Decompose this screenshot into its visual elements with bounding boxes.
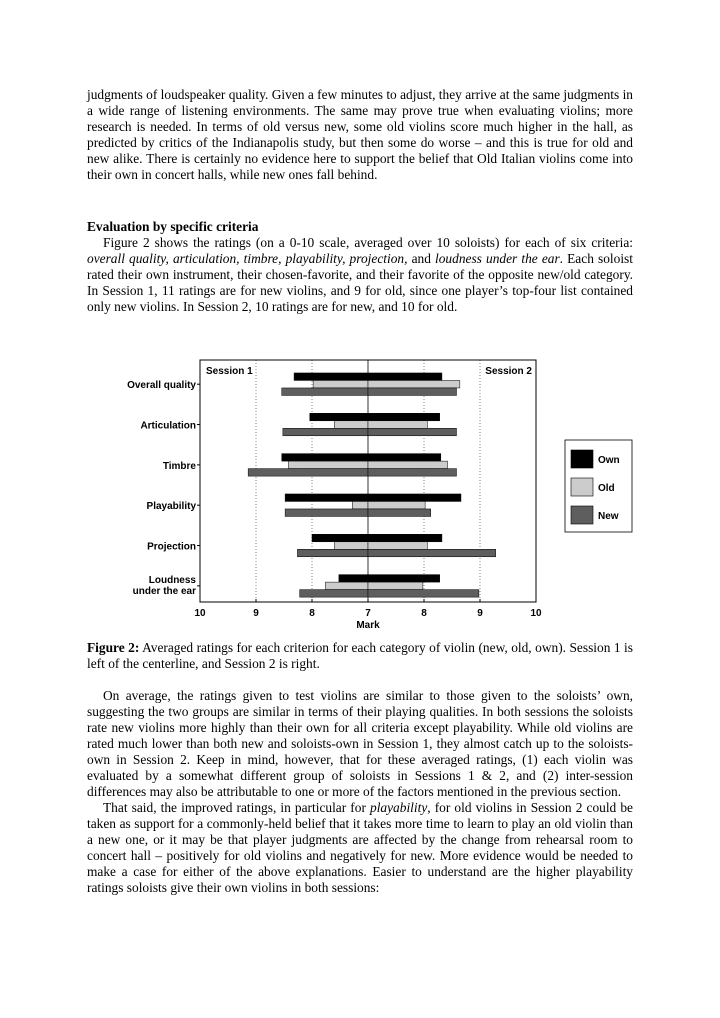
paragraph-text: judgments of loudspeaker quality. Given a few minutes to adjust, they arrive at the same judgments in a wide range of listening environments. The same may prove true when evaluating violins; more research is needed. In terms of old versus new, some old violins score much higher in the hall, as predicted by critics of the Indianapolis study, but then some do worse – and this is true for old and new alike. There is certainly no evidence here to support the belief that Old Italian violins come into their own in concert halls, while new ones fall behind. [87,87,633,182]
bar-old-session2 [368,542,427,550]
bar-old-session2 [368,380,460,388]
bar-own-session1 [310,413,368,421]
bar-new-session2 [368,428,456,436]
bar-own-session1 [339,575,368,583]
paragraph-text: Figure 2 shows the ratings (on a 0-10 scale, averaged over 10 soloists) for each of six criteria: [103,235,633,250]
x-tick-label: 9 [477,608,483,619]
bar-own-session1 [312,534,368,542]
bar-new-session1 [285,509,368,517]
bar-old-session2 [368,461,448,469]
paragraph-text: , for old violins in Session 2 could be taken as support for a commonly-held belief that it takes more time to learn to play an old violin than a new one, or it may be that player judgments are affected by the change from rehearsal room to concert hall – positively for old violins and negatively for new. More evidence would be needed to make a case for either of the above explanations. Easier to understand are the higher playability ratings soloists give their own violins in both sessions: [87,800,633,895]
legend-label: Own [598,455,620,466]
bar-old-session2 [368,501,425,509]
bar-own-session2 [368,575,440,583]
bar-own-session2 [368,494,461,502]
bar-own-session2 [368,373,442,381]
criteria-loudness: loudness under the ear [435,251,560,266]
bar-old-session1 [313,380,368,388]
body-paragraph [87,800,633,896]
ratings-chart [110,354,620,634]
legend-swatch-old [571,478,593,496]
body-paragraph [87,87,633,183]
bar-old-session1 [288,461,368,469]
bar-new-session2 [368,549,496,557]
bar-old-session2 [368,582,423,590]
bar-own-session1 [294,373,368,381]
bar-new-session1 [248,469,368,477]
body-paragraph [87,235,633,315]
category-label: Playability [146,501,196,513]
bar-old-session1 [334,421,368,429]
category-label: Articulation [140,420,196,432]
legend-label: New [598,511,619,522]
legend-swatch-own [571,450,593,468]
bar-old-session1 [325,582,368,590]
bar-old-session1 [334,542,368,550]
legend-label: Old [598,483,615,494]
category-label: Loudness [148,574,196,586]
x-tick-label: 8 [421,608,427,619]
session-2-label: Session 2 [485,366,532,377]
bar-own-session1 [285,494,368,502]
bar-new-session2 [368,590,479,598]
bar-new-session2 [368,388,456,396]
bar-own-session2 [368,454,441,462]
x-tick-label: 8 [309,608,315,619]
section-heading: Evaluation by specific criteria [87,219,259,234]
paragraph-text: and [407,251,436,266]
emphasis-playability: playability [370,800,428,815]
criteria-list: overall quality, articulation, timbre, playability, projection, [87,251,408,266]
x-tick-label: 10 [530,608,542,619]
section-evaluation-by-criteria [87,219,633,315]
category-label: Projection [147,541,196,553]
category-label: Timbre [162,460,196,472]
discussion [87,688,633,896]
body-paragraph: On average, the ratings given to test violins are similar to those given to the soloists’ own, suggesting the two groups are similar in terms of their playing qualities. In both sessions the soloists rate new violins more highly than their own for all criteria except playability. While old violins are rated much lower than both new and soloists-own in Session 1, they almost catch up to the soloists-own in Session 2. Keep in mind, however, that for these averaged ratings, (1) each violin was evaluated by a somewhat different group of soloists in Sessions 1 & 2, and (2) inter-session differences may also be attributable to one or more of the factors mentioned in the previous section. [87,688,633,799]
category-label: Overall quality [127,380,196,392]
bar-new-session1 [300,590,368,598]
caption-text: Averaged ratings for each criterion for each category of violin (new, old, own). Session 1 is left of the centerline, and Session 2 is right. [87,640,633,671]
bar-own-session1 [282,454,368,462]
bar-new-session2 [368,469,456,477]
bar-new-session1 [297,549,368,557]
session-1-label: Session 1 [206,366,253,377]
paragraph-text: . Each soloist rated their own instrument, their chosen-favorite, and their favorite of the opposite new/old category. In Session 1, 11 ratings are for new violins, and 9 for old, since one player’s top-four list contained only new violins. In Session 2, 10 ratings are for new, and 10 for old. [87,251,633,314]
bar-old-session1 [352,501,368,509]
bar-own-session2 [368,534,442,542]
bar-new-session1 [283,428,368,436]
x-axis-label: Mark [356,620,380,631]
x-tick-label: 10 [194,608,206,619]
legend-swatch-new [571,506,593,524]
x-tick-label: 7 [365,608,371,619]
category-label: under the ear [132,585,196,597]
x-tick-label: 9 [253,608,259,619]
bar-old-session2 [368,421,427,429]
paragraph-text: That said, the improved ratings, in particular for [103,800,370,815]
bar-own-session2 [368,413,440,421]
caption-label: Figure 2: [87,640,140,655]
figure-caption [87,640,633,672]
bar-new-session1 [282,388,368,396]
bar-new-session2 [368,509,431,517]
